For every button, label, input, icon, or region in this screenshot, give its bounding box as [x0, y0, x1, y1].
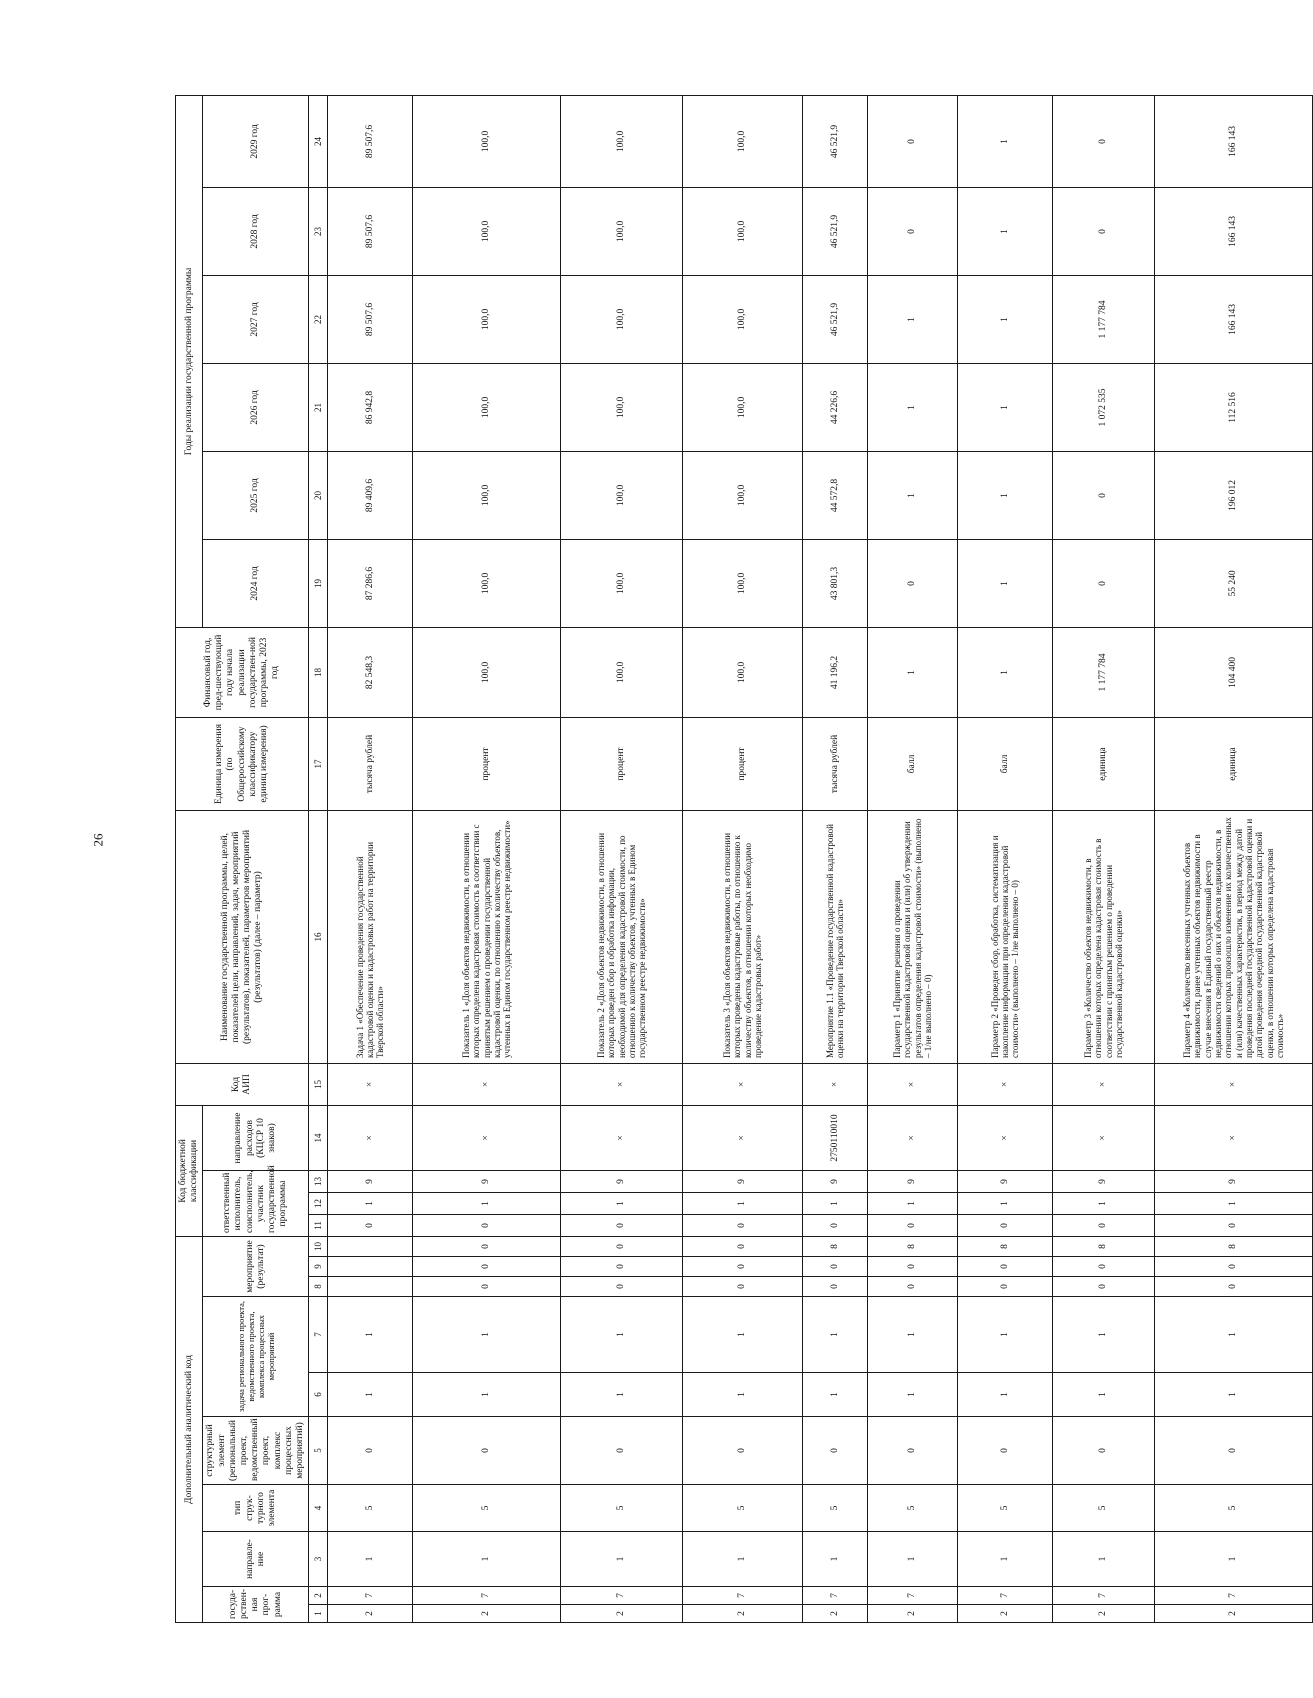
code-cell: 0: [683, 1215, 803, 1237]
code-cell: 5: [561, 1485, 683, 1532]
code-cell: 1: [803, 1373, 868, 1417]
aip-code-cell: ×: [328, 1063, 413, 1105]
header-year-2025: 2025 год: [203, 451, 309, 539]
name-cell: Задача 1 «Обеспечение проведения государственной кадастровой оценки и кадастровых работ на территории Тверской области»: [328, 810, 413, 1063]
year-value: 166 143: [1155, 275, 1313, 363]
column-number: 18: [309, 627, 328, 717]
code-cell: 0: [683, 1257, 803, 1277]
code-cell: 0: [561, 1417, 683, 1485]
table-row: [868, 95, 958, 1622]
code-cell: 0: [803, 1417, 868, 1485]
column-number: 24: [309, 95, 328, 187]
aip-code-cell: ×: [683, 1063, 803, 1105]
group-header-additional-code: Дополнительный аналитический код: [176, 1237, 203, 1623]
code-cell: 1: [868, 1373, 958, 1417]
code-cell: 1: [1155, 1193, 1313, 1215]
code-cell: 8: [868, 1237, 958, 1257]
code-cell: 0: [561, 1257, 683, 1277]
code-cell: 1: [328, 1193, 413, 1215]
code-cell: 1: [1053, 1373, 1155, 1417]
code-cell: 5: [958, 1485, 1053, 1532]
code-cell: 0: [683, 1237, 803, 1257]
year-value: 1: [868, 451, 958, 539]
column-number: 8: [309, 1277, 328, 1297]
code-cell: 7: [413, 1587, 561, 1605]
code-cell: 1: [958, 1297, 1053, 1373]
code-cell: 1: [328, 1373, 413, 1417]
code-cell: 9: [413, 1171, 561, 1193]
aip-code-cell: ×: [1053, 1063, 1155, 1105]
code-cell: 2: [958, 1605, 1053, 1623]
year-value: 86 942,8: [328, 363, 413, 451]
code-cell: 0: [868, 1277, 958, 1297]
aip-code-cell: ×: [413, 1063, 561, 1105]
name-cell: Параметр 1 «Принятие решения о проведении государственной кадастровой оценки и (или) об утверждении результатов определения кадастровой стоимости» (выполнено – 1/не выполнено – 0): [868, 810, 958, 1063]
year-value: 1: [958, 95, 1053, 187]
code-cell: 1: [561, 1373, 683, 1417]
base-year-value: 100,0: [683, 627, 803, 717]
base-year-value: 41 196,2: [803, 627, 868, 717]
year-value: 100,0: [413, 275, 561, 363]
code-cell: 0: [413, 1277, 561, 1297]
code-cell: 0: [1155, 1277, 1313, 1297]
header-state-program: госуда-рствен-ная прог-рамма: [203, 1587, 309, 1623]
code-cell: 7: [803, 1587, 868, 1605]
unit-cell: единица: [1053, 717, 1155, 810]
column-number: 5: [309, 1417, 328, 1485]
year-value: 1 072 535: [1053, 363, 1155, 451]
year-value: 100,0: [683, 95, 803, 187]
year-value: 55 240: [1155, 539, 1313, 627]
year-value: 1: [958, 187, 1053, 275]
code-cell: 1: [328, 1532, 413, 1587]
aip-code-cell: ×: [803, 1063, 868, 1105]
year-value: 166 143: [1155, 187, 1313, 275]
code-cell: 0: [803, 1257, 868, 1277]
base-year-value: 82 548,3: [328, 627, 413, 717]
code-cell: 1: [868, 1193, 958, 1215]
code-cell: 7: [683, 1587, 803, 1605]
expense-direction-cell: ×: [958, 1105, 1053, 1170]
year-value: 0: [868, 539, 958, 627]
code-cell: 1: [413, 1532, 561, 1587]
table-row: [328, 95, 413, 1622]
column-number: 1: [309, 1605, 328, 1623]
code-cell: 0: [958, 1215, 1053, 1237]
year-value: 89 507,6: [328, 187, 413, 275]
year-value: 1: [958, 539, 1053, 627]
year-value: 89 507,6: [328, 275, 413, 363]
code-cell: 0: [1053, 1417, 1155, 1485]
code-cell: 1: [683, 1297, 803, 1373]
code-cell: 1: [868, 1297, 958, 1373]
expense-direction-cell: ×: [413, 1105, 561, 1170]
code-cell: 1: [958, 1373, 1053, 1417]
column-number: 10: [309, 1237, 328, 1257]
base-year-value: 100,0: [413, 627, 561, 717]
expense-direction-cell: ×: [1053, 1105, 1155, 1170]
year-value: 89 409,6: [328, 451, 413, 539]
year-value: 1: [958, 275, 1053, 363]
year-value: 100,0: [683, 275, 803, 363]
year-value: 1: [868, 275, 958, 363]
year-value: 196 012: [1155, 451, 1313, 539]
column-number: 6: [309, 1373, 328, 1417]
code-cell: 0: [803, 1215, 868, 1237]
unit-cell: тысяча рублей: [803, 717, 868, 810]
code-cell: 0: [958, 1417, 1053, 1485]
code-cell: 8: [1155, 1237, 1313, 1257]
name-cell: Параметр 4 «Количество внесенных учтенных объектов недвижимости, ранее учтенных объектов недвижимости в случае внесения в Единый государственный реестр недвижимости сведений о них и объектов недвижимости, в отношении которых произошло изменение их количественных и (или) качественных характеристик, в период между датой проведения последней государственной кадастровой оценки и датой проведения очередной государственной кадастровой оценки, в отношении которых определена кадастровая стоимость»: [1155, 810, 1313, 1063]
header-name: Наименование государственной программы, целей, показателей цели, направлений, задач, мероприятий (результатов), показателей, параметров мероприятий (результатов) (далее – параметр): [176, 810, 309, 1063]
year-value: 0: [868, 187, 958, 275]
year-value: 100,0: [683, 539, 803, 627]
page-number: 26: [90, 833, 106, 847]
code-cell: 9: [683, 1171, 803, 1193]
year-value: 100,0: [561, 539, 683, 627]
code-cell: 7: [1155, 1587, 1313, 1605]
code-cell: 0: [328, 1215, 413, 1237]
year-value: 89 507,6: [328, 95, 413, 187]
table-row: [683, 95, 803, 1622]
name-cell: Показатель 1 «Доля объектов недвижимости, в отношении которых определена кадастровая стоимость в соответствии с принятым решением о проведении государственной кадастровой оценки, по отношению к количеству объектов, учтенных в Едином государственном реестре недвижимости»: [413, 810, 561, 1063]
year-value: 100,0: [683, 187, 803, 275]
base-year-value: 1 177 784: [1053, 627, 1155, 717]
code-cell: 1: [1053, 1193, 1155, 1215]
header-aip-code: Код АИП: [176, 1063, 309, 1105]
column-number: 14: [309, 1105, 328, 1170]
code-cell: 0: [561, 1277, 683, 1297]
header-task: задача регионального проекта, ведомственного проекта, комплекса процессных мероприятий: [203, 1297, 309, 1417]
code-cell: 0: [413, 1417, 561, 1485]
program-table: [175, 95, 1313, 1623]
year-value: 100,0: [683, 363, 803, 451]
code-cell: 0: [561, 1215, 683, 1237]
code-cell: 2: [1155, 1605, 1313, 1623]
unit-cell: тысяча рублей: [328, 717, 413, 810]
column-number: 19: [309, 539, 328, 627]
code-cell: 1: [683, 1193, 803, 1215]
column-number: 21: [309, 363, 328, 451]
code-cell: 2: [328, 1605, 413, 1623]
code-cell: 5: [868, 1485, 958, 1532]
header-structural-element: структурный элемент (региональный проект, ведомственный проект, комплекс процессных мероприятий): [203, 1417, 309, 1485]
code-cell: 9: [868, 1171, 958, 1193]
header-year-2024: 2024 год: [203, 539, 309, 627]
column-number: 7: [309, 1297, 328, 1373]
year-value: 0: [1053, 451, 1155, 539]
code-cell: 9: [1155, 1171, 1313, 1193]
code-cell: 9: [561, 1171, 683, 1193]
table-row: [413, 95, 561, 1622]
code-cell: 0: [1053, 1277, 1155, 1297]
code-cell: 9: [803, 1171, 868, 1193]
expense-direction-cell: ×: [328, 1105, 413, 1170]
year-value: 0: [868, 95, 958, 187]
year-value: 100,0: [413, 451, 561, 539]
table-row: [958, 95, 1053, 1622]
group-header-budget-code: Код бюджетной классификации: [176, 1105, 203, 1236]
code-cell: 2: [683, 1605, 803, 1623]
code-cell: 0: [868, 1215, 958, 1237]
name-cell: Параметр 3 «Количество объектов недвижимости, в отношении которых определена кадастровая стоимость в соответствии с принятым решением о проведении государственной кадастровой оценки»: [1053, 810, 1155, 1063]
code-cell: 7: [958, 1587, 1053, 1605]
year-value: 1: [868, 363, 958, 451]
code-cell: 2: [561, 1605, 683, 1623]
code-cell: 0: [868, 1417, 958, 1485]
header-direction: направле-ние: [203, 1532, 309, 1587]
column-number: 9: [309, 1257, 328, 1277]
year-value: 0: [1053, 539, 1155, 627]
code-cell: 0: [803, 1277, 868, 1297]
year-value: 1: [958, 363, 1053, 451]
unit-cell: процент: [683, 717, 803, 810]
code-cell: 0: [958, 1257, 1053, 1277]
year-value: 100,0: [561, 187, 683, 275]
rotated-sheet: [175, 98, 1286, 1623]
code-cell: 1: [561, 1193, 683, 1215]
code-cell: 0: [1155, 1257, 1313, 1277]
year-value: 1: [958, 451, 1053, 539]
code-cell: 5: [683, 1485, 803, 1532]
year-value: 0: [1053, 95, 1155, 187]
name-cell: Показатель 3 «Доля объектов недвижимости, в отношении которых проведены кадастровые работы, по отношению к количеству объектов, в отношении которых необходимо проведение кадастровых работ»: [683, 810, 803, 1063]
code-cell: 0: [1053, 1215, 1155, 1237]
code-cell: 5: [803, 1485, 868, 1532]
code-cell: 1: [1053, 1532, 1155, 1587]
code-cell: 1: [1155, 1532, 1313, 1587]
code-cell: 9: [1053, 1171, 1155, 1193]
expense-direction-cell: 2750110010: [803, 1105, 868, 1170]
unit-cell: единица: [1155, 717, 1313, 810]
column-number: 23: [309, 187, 328, 275]
column-number: 13: [309, 1171, 328, 1193]
code-cell: 1: [803, 1532, 868, 1587]
year-value: 87 286,6: [328, 539, 413, 627]
code-cell: 2: [413, 1605, 561, 1623]
aip-code-cell: ×: [958, 1063, 1053, 1105]
table-row: [1053, 95, 1155, 1622]
header-unit: Единица измерения (по Общероссийскому классификатору единиц измерения): [176, 717, 309, 810]
code-cell: 1: [803, 1193, 868, 1215]
code-cell: 0: [413, 1257, 561, 1277]
code-cell: 8: [958, 1237, 1053, 1257]
code-cell: 0: [328, 1417, 413, 1485]
code-cell: 0: [683, 1417, 803, 1485]
code-cell: 1: [413, 1193, 561, 1215]
header-year-2028: 2028 год: [203, 187, 309, 275]
unit-cell: балл: [868, 717, 958, 810]
column-number-row: [309, 95, 328, 1622]
header-year-2029: 2029 год: [203, 95, 309, 187]
code-cell: 2: [868, 1605, 958, 1623]
code-cell: 1: [328, 1297, 413, 1373]
unit-cell: процент: [413, 717, 561, 810]
table-body: [309, 95, 1313, 1622]
code-cell: 1: [958, 1193, 1053, 1215]
year-value: 100,0: [561, 451, 683, 539]
column-number: 4: [309, 1485, 328, 1532]
name-cell: Показатель 2 «Доля объектов недвижимости, в отношении которых проведен сбор и обработка информации, необходимой для определения кадастровой стоимости, по отношению к количеству объектов, учтенных в Едином государственном реестре недвижимости»: [561, 810, 683, 1063]
header-executor: ответственный исполнитель, соисполнитель, участник государственной программы: [203, 1171, 309, 1237]
code-cell: 1: [868, 1532, 958, 1587]
column-number: 16: [309, 810, 328, 1063]
code-cell: 0: [1053, 1257, 1155, 1277]
year-value: 46 521,9: [803, 275, 868, 363]
column-number: 3: [309, 1532, 328, 1587]
code-cell: 0: [1155, 1417, 1313, 1485]
code-cell: 1: [1155, 1297, 1313, 1373]
code-cell: 5: [328, 1485, 413, 1532]
code-cell: 0: [1155, 1215, 1313, 1237]
code-cell: 0: [413, 1237, 561, 1257]
code-cell: 7: [328, 1587, 413, 1605]
code-cell: [328, 1277, 413, 1297]
year-value: 100,0: [413, 539, 561, 627]
code-cell: 1: [683, 1532, 803, 1587]
code-cell: 0: [683, 1277, 803, 1297]
code-cell: [328, 1257, 413, 1277]
header-base-year: Финансовый год, пред-шествующий году начала реализации государствен-ной программы, 2023 год: [176, 627, 309, 717]
table-row: [561, 95, 683, 1622]
name-cell: Мероприятие 1.1 «Проведение государственной кадастровой оценки на территории Тверской области»: [803, 810, 868, 1063]
year-value: 44 226,6: [803, 363, 868, 451]
code-cell: 1: [1155, 1373, 1313, 1417]
base-year-value: 1: [958, 627, 1053, 717]
code-cell: 0: [958, 1277, 1053, 1297]
year-value: 112 516: [1155, 363, 1313, 451]
year-value: 100,0: [413, 187, 561, 275]
expense-direction-cell: ×: [1155, 1105, 1313, 1170]
base-year-value: 100,0: [561, 627, 683, 717]
code-cell: 7: [561, 1587, 683, 1605]
code-cell: 5: [1053, 1485, 1155, 1532]
code-cell: [328, 1237, 413, 1257]
code-cell: 8: [803, 1237, 868, 1257]
year-value: 46 521,9: [803, 95, 868, 187]
code-cell: 0: [413, 1215, 561, 1237]
code-cell: 1: [413, 1297, 561, 1373]
column-number: 11: [309, 1215, 328, 1237]
name-cell: Параметр 2 «Проведен сбор, обработка, систематизация и накопление информации при определении кадастровой стоимости» (выполнено – 1/не выполнено – 0): [958, 810, 1053, 1063]
column-number: 17: [309, 717, 328, 810]
expense-direction-cell: ×: [868, 1105, 958, 1170]
expense-direction-cell: ×: [683, 1105, 803, 1170]
table-row: [803, 95, 868, 1622]
code-cell: 2: [1053, 1605, 1155, 1623]
year-value: 100,0: [561, 95, 683, 187]
column-number: 2: [309, 1587, 328, 1605]
base-year-value: 1: [868, 627, 958, 717]
year-value: 1 177 784: [1053, 275, 1155, 363]
column-number: 12: [309, 1193, 328, 1215]
header-year-2026: 2026 год: [203, 363, 309, 451]
year-value: 100,0: [683, 451, 803, 539]
code-cell: 5: [413, 1485, 561, 1532]
code-cell: 9: [958, 1171, 1053, 1193]
year-value: 100,0: [561, 363, 683, 451]
expense-direction-cell: ×: [561, 1105, 683, 1170]
header-expense-direction: направление расходов (КЦСР 10 знаков): [203, 1105, 309, 1170]
column-number: 15: [309, 1063, 328, 1105]
code-cell: 1: [803, 1297, 868, 1373]
year-value: 100,0: [413, 363, 561, 451]
code-cell: 5: [1155, 1485, 1313, 1532]
year-value: 166 143: [1155, 95, 1313, 187]
unit-cell: процент: [561, 717, 683, 810]
code-cell: 7: [868, 1587, 958, 1605]
code-cell: 1: [413, 1373, 561, 1417]
code-cell: 7: [1053, 1587, 1155, 1605]
year-value: 100,0: [413, 95, 561, 187]
year-value: 44 572,8: [803, 451, 868, 539]
year-value: 100,0: [561, 275, 683, 363]
code-cell: 0: [561, 1237, 683, 1257]
year-value: 0: [1053, 187, 1155, 275]
column-number: 20: [309, 451, 328, 539]
year-value: 43 801,3: [803, 539, 868, 627]
header-year-2027: 2027 год: [203, 275, 309, 363]
code-cell: 1: [1053, 1297, 1155, 1373]
year-value: 46 521,9: [803, 187, 868, 275]
unit-cell: балл: [958, 717, 1053, 810]
header-measure: мероприятие (результат): [203, 1237, 309, 1297]
code-cell: 2: [803, 1605, 868, 1623]
header-element-type: тип струк-турного элемента: [203, 1485, 309, 1532]
code-cell: 1: [561, 1532, 683, 1587]
base-year-value: 104 400: [1155, 627, 1313, 717]
code-cell: 1: [561, 1297, 683, 1373]
code-cell: 1: [683, 1373, 803, 1417]
aip-code-cell: ×: [1155, 1063, 1313, 1105]
code-cell: 0: [868, 1257, 958, 1277]
aip-code-cell: ×: [561, 1063, 683, 1105]
table-row: [1155, 95, 1313, 1622]
code-cell: 9: [328, 1171, 413, 1193]
code-cell: 8: [1053, 1237, 1155, 1257]
group-header-years: Годы реализации государственной программы: [176, 95, 203, 627]
aip-code-cell: ×: [868, 1063, 958, 1105]
column-number: 22: [309, 275, 328, 363]
code-cell: 1: [958, 1532, 1053, 1587]
